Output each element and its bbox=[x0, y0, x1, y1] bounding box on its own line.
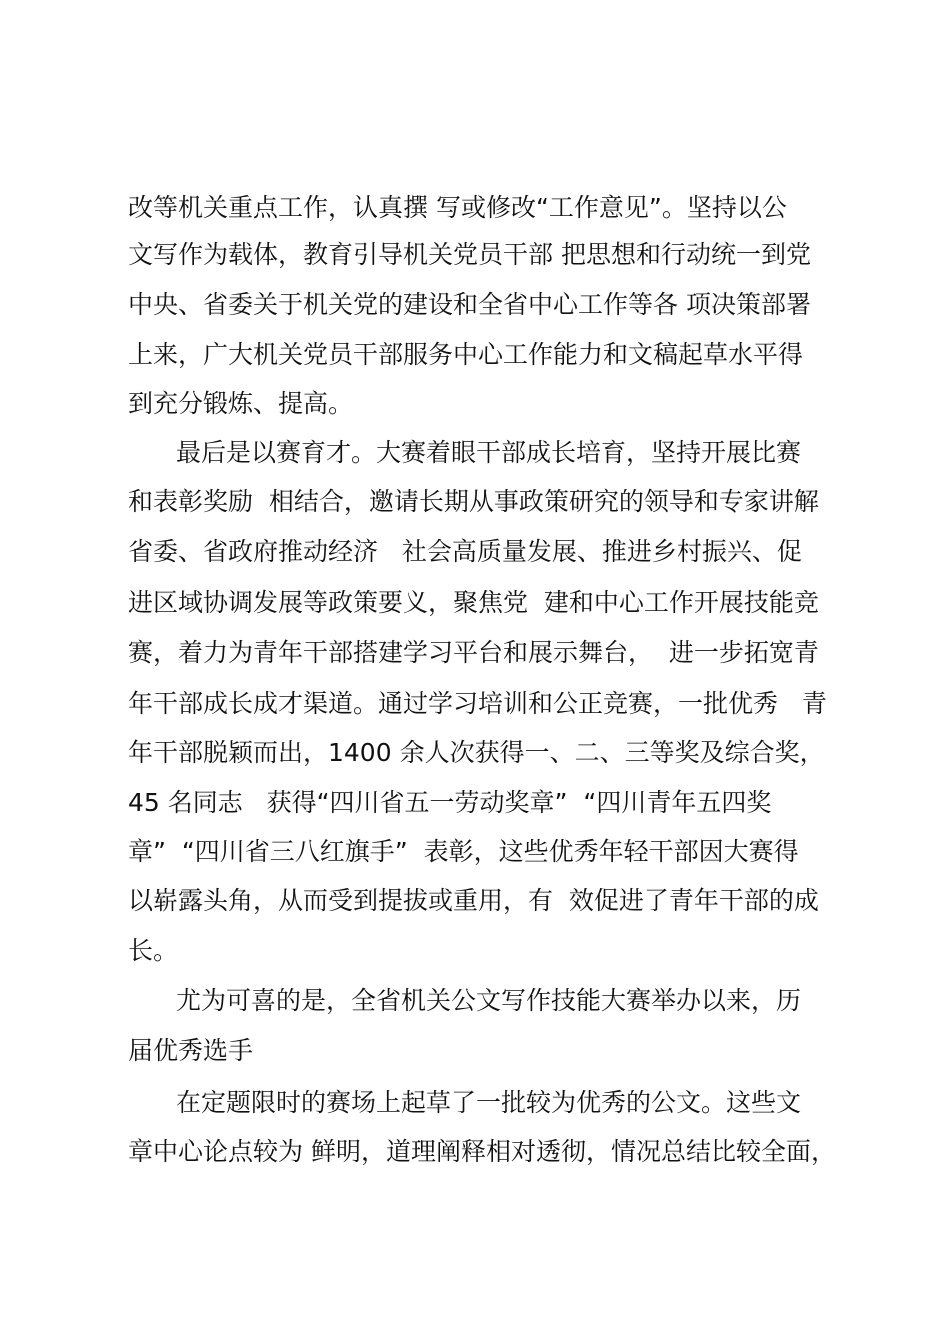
text-line: 进区域协调发展等政策要义，聚焦党 建和中心工作开展技能竞 bbox=[128, 588, 819, 617]
text-line: 章中心论点较为 鲜明，道理阐释相对透彻，情况总结比较全面， bbox=[128, 1137, 836, 1166]
text-line: 文写作为载体，教育引导机关党员干部 把思想和行动统一到党 bbox=[128, 240, 811, 269]
text-line: 长。 bbox=[128, 936, 179, 965]
paragraph-first-line: 尤为可喜的是，全省机关公文写作技能大赛举办以来，历 bbox=[176, 986, 802, 1015]
text-line: 省委、省政府推动经济 社会高质量发展、推进乡村振兴、促 bbox=[128, 537, 802, 566]
text-line: 上来，广大机关党员干部服务中心工作能力和文稿起草水平得 bbox=[128, 340, 804, 369]
text-line: 到充分锻炼、提高。 bbox=[128, 389, 354, 418]
text-line: 年干部脱颖而出，1400 余人次获得一、二、三等奖及综合奖， bbox=[128, 738, 825, 767]
text-line: 届优秀选手 bbox=[128, 1036, 254, 1065]
paragraph-first-line: 在定题限时的赛场上起草了一批较为优秀的公文。这些文 bbox=[176, 1088, 802, 1117]
text-line: 中央、省委关于机关党的建设和全省中心工作等各 项决策部署 bbox=[128, 290, 811, 319]
text-line: 章” “四川省三八红旗手” 表彰，这些优秀年轻干部因大赛得 bbox=[128, 837, 799, 866]
text-line: 赛，着力为青年干部搭建学习平台和展示舞台， 进一步拓宽青 bbox=[128, 638, 819, 667]
text-line: 改等机关重点工作，认真撰 写或修改“工作意见”。坚持以公 bbox=[128, 193, 787, 222]
text-line: 45 名同志 获得“四川省五一劳动奖章” “四川青年五四奖 bbox=[128, 788, 772, 817]
text-line: 年干部成长成才渠道。通过学习培训和公正竞赛，一批优秀 青 bbox=[128, 689, 827, 718]
text-line: 以崭露头角，从而受到提拔或重用，有 效促进了青年干部的成 bbox=[128, 886, 819, 915]
text-line: 和表彰奖励 相结合，邀请长期从事政策研究的领导和专家讲解 bbox=[128, 487, 819, 516]
paragraph-first-line: 最后是以赛育才。大赛着眼干部成长培育，坚持开展比赛 bbox=[176, 438, 802, 467]
